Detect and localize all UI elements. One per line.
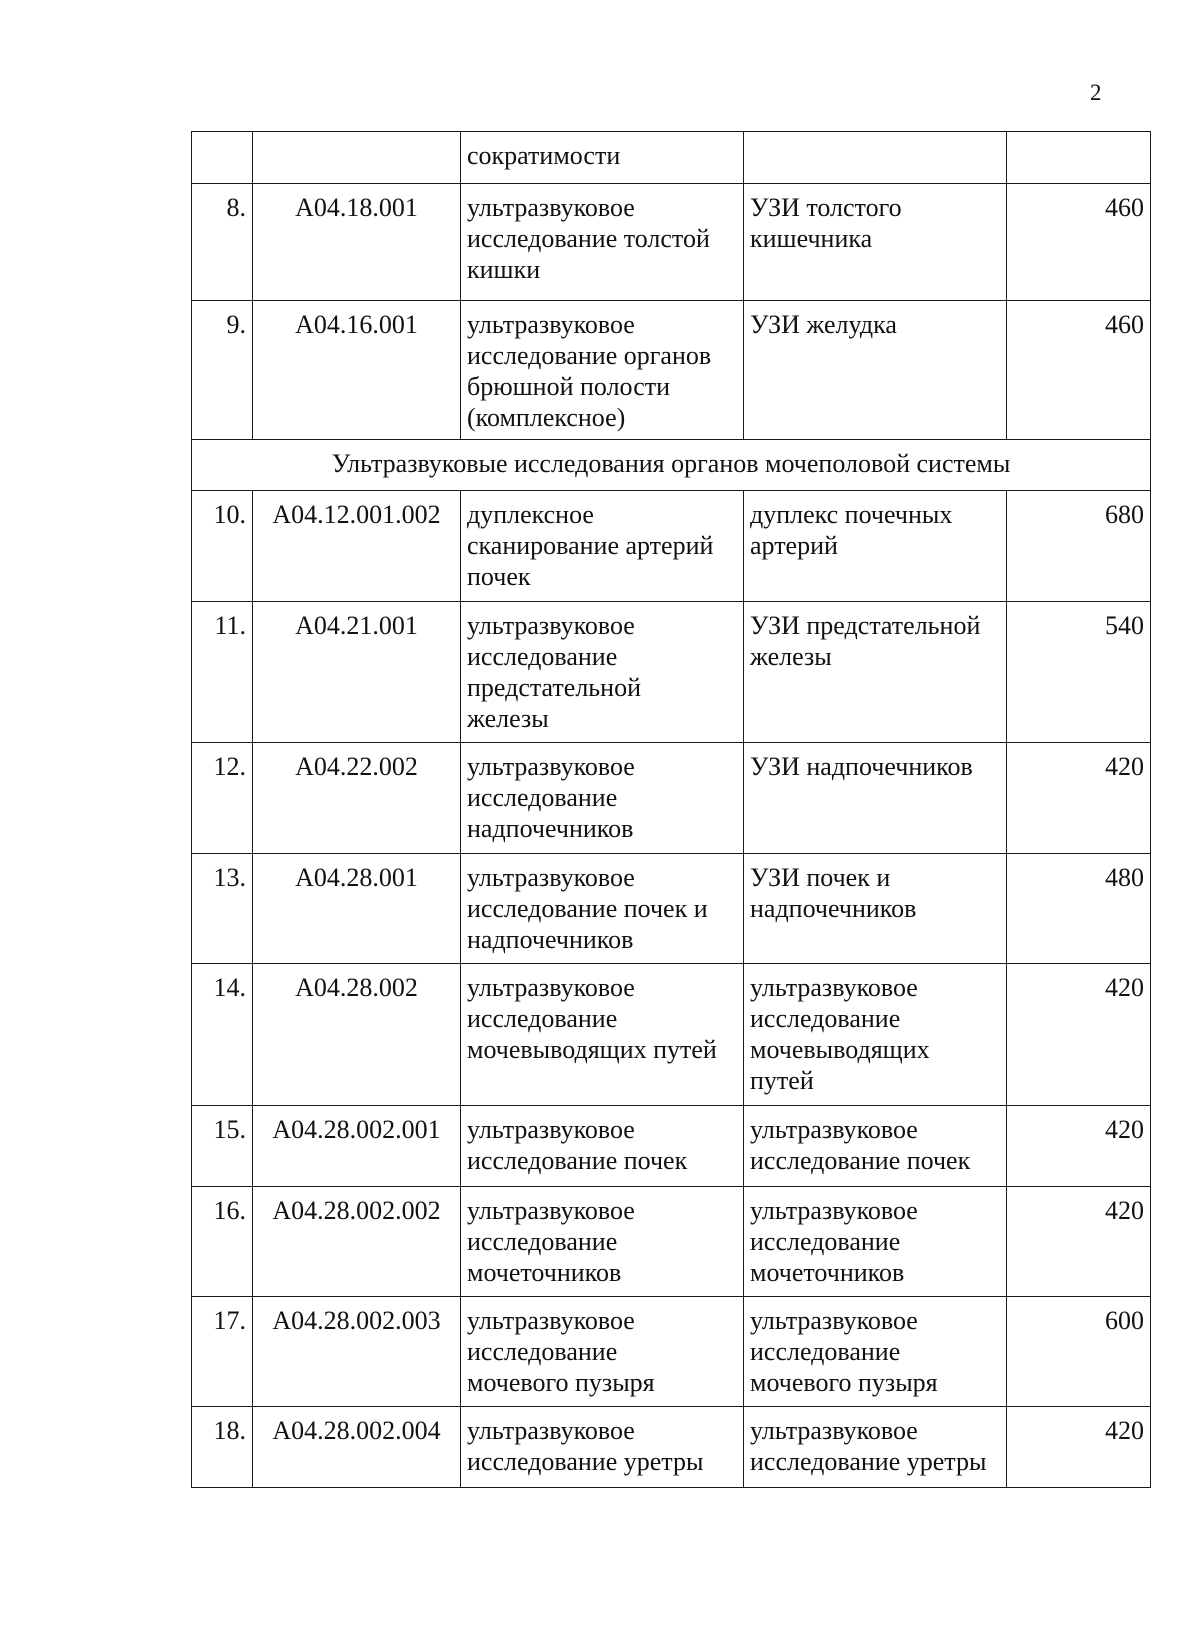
service-name: дуплексное сканирование артерий почек: [461, 491, 744, 602]
service-short-name: УЗИ желудка: [744, 301, 1007, 440]
service-code: A04.28.002.004: [253, 1407, 461, 1488]
service-code: A04.16.001: [253, 301, 461, 440]
service-name: ультразвуковое исследование органов брюшной полости (комплексное): [461, 301, 744, 440]
service-name: ультразвуковое исследование почек: [461, 1106, 744, 1187]
price-table: [191, 131, 1151, 1488]
row-number: [192, 132, 253, 184]
service-short-name: дуплекс почечных артерий: [744, 491, 1007, 602]
row-number: 8.: [192, 184, 253, 301]
service-short-name: УЗИ толстого кишечника: [744, 184, 1007, 301]
service-name: ультразвуковое исследование предстательной железы: [461, 602, 744, 743]
service-name: сократимости: [461, 132, 744, 184]
service-code: A04.21.001: [253, 602, 461, 743]
service-code: A04.28.002.003: [253, 1297, 461, 1407]
service-name: ультразвуковое исследование уретры: [461, 1407, 744, 1488]
price-table-body: [192, 132, 1151, 1488]
section-row: [192, 440, 1151, 491]
table-row: [192, 132, 1151, 184]
service-short-name: ультразвуковое исследование почек: [744, 1106, 1007, 1187]
service-price: [1007, 132, 1151, 184]
table-row: [192, 184, 1151, 301]
service-code: A04.22.002: [253, 743, 461, 854]
service-price: 420: [1007, 743, 1151, 854]
service-short-name: ультразвуковое исследование мочевого пузыря: [744, 1297, 1007, 1407]
service-price: 600: [1007, 1297, 1151, 1407]
service-price: 420: [1007, 1106, 1151, 1187]
table-row: [192, 1187, 1151, 1297]
service-price: 460: [1007, 184, 1151, 301]
row-number: 10.: [192, 491, 253, 602]
service-short-name: [744, 132, 1007, 184]
service-short-name: ультразвуковое исследование мочеточников: [744, 1187, 1007, 1297]
table-row: [192, 964, 1151, 1106]
service-code: A04.28.002.002: [253, 1187, 461, 1297]
service-code: A04.28.002.001: [253, 1106, 461, 1187]
row-number: 11.: [192, 602, 253, 743]
table-row: [192, 1297, 1151, 1407]
table-row: [192, 301, 1151, 440]
service-price: 680: [1007, 491, 1151, 602]
service-name: ультразвуковое исследование почек и надпочечников: [461, 854, 744, 964]
row-number: 16.: [192, 1187, 253, 1297]
service-price: 480: [1007, 854, 1151, 964]
table-row: [192, 491, 1151, 602]
service-price: 420: [1007, 1407, 1151, 1488]
service-name: ультразвуковое исследование мочевыводящих путей: [461, 964, 744, 1106]
page-number: 2: [1090, 80, 1102, 105]
service-price: 540: [1007, 602, 1151, 743]
row-number: 17.: [192, 1297, 253, 1407]
service-price: 420: [1007, 1187, 1151, 1297]
service-code: A04.12.001.002: [253, 491, 461, 602]
row-number: 13.: [192, 854, 253, 964]
service-price: 420: [1007, 964, 1151, 1106]
service-code: A04.18.001: [253, 184, 461, 301]
row-number: 18.: [192, 1407, 253, 1488]
table-row: [192, 602, 1151, 743]
section-title: Ультразвуковые исследования органов мочеполовой системы: [192, 440, 1151, 491]
service-name: ультразвуковое исследование мочевого пузыря: [461, 1297, 744, 1407]
service-short-name: ультразвуковое исследование мочевыводящих путей: [744, 964, 1007, 1106]
service-short-name: УЗИ почек и надпочечников: [744, 854, 1007, 964]
table-row: [192, 1106, 1151, 1187]
service-name: ультразвуковое исследование надпочечников: [461, 743, 744, 854]
row-number: 15.: [192, 1106, 253, 1187]
service-short-name: УЗИ предстательной железы: [744, 602, 1007, 743]
table-row: [192, 743, 1151, 854]
row-number: 9.: [192, 301, 253, 440]
service-name: ультразвуковое исследование мочеточников: [461, 1187, 744, 1297]
service-price: 460: [1007, 301, 1151, 440]
row-number: 14.: [192, 964, 253, 1106]
table-row: [192, 1407, 1151, 1488]
row-number: 12.: [192, 743, 253, 854]
service-code: A04.28.001: [253, 854, 461, 964]
service-short-name: УЗИ надпочечников: [744, 743, 1007, 854]
service-code: [253, 132, 461, 184]
service-name: ультразвуковое исследование толстой кишки: [461, 184, 744, 301]
table-row: [192, 854, 1151, 964]
service-short-name: ультразвуковое исследование уретры: [744, 1407, 1007, 1488]
service-code: A04.28.002: [253, 964, 461, 1106]
